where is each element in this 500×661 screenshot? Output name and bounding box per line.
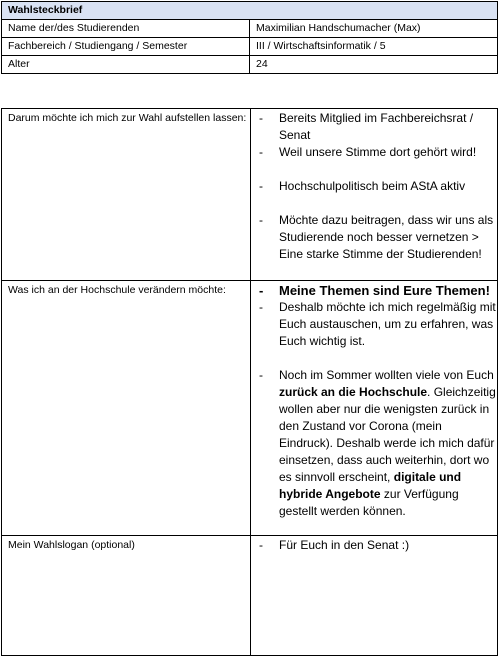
text-span: zur Verfügung gestellt werden können. (279, 487, 459, 518)
text-span: . Gleichzeitig wollen aber nur die wenigsten zurück in den Zustand vor Corona (mein Eindruck). Deshalb werde ich mich dafür einsetzen, dass auch weiterhin, dort wo es sinnvoll erscheint, (279, 385, 496, 484)
slogan-row (2, 536, 498, 656)
changes-list (255, 282, 497, 520)
age-value: 24 (250, 56, 498, 74)
emphasis-text: digitale und hybride Angebote (279, 470, 462, 501)
motivation-list (255, 110, 497, 263)
department-value: III / Wirtschaftsinformatik / 5 (250, 38, 498, 56)
motivation-row (2, 109, 498, 281)
form-title: Wahlsteckbrief (2, 2, 498, 20)
info-row-department (2, 38, 498, 56)
list-item: - Weil unsere Stimme dort gehört wird! (255, 144, 497, 161)
slogan-answer (251, 536, 498, 656)
motivation-answer (251, 109, 498, 281)
changes-headline: - Meine Themen sind Eure Themen! (255, 282, 497, 299)
info-row-name (2, 20, 498, 38)
info-row-age (2, 56, 498, 74)
age-label: Alter (2, 56, 250, 74)
changes-row (2, 281, 498, 536)
profile-table (1, 108, 498, 656)
slogan-question: Mein Wahlslogan (optional) (2, 536, 251, 656)
changes-answer (251, 281, 498, 536)
changes-question: Was ich an der Hochschule verändern möchte: (2, 281, 251, 536)
list-item: - Hochschulpolitisch beim AStA aktiv (255, 178, 497, 195)
list-item: - Bereits Mitglied im Fachbereichsrat / Senat (255, 110, 497, 144)
motivation-question: Darum möchte ich mich zur Wahl aufstellen lassen: (2, 109, 251, 281)
text-span: Noch im Sommer wollten viele von Euch (279, 368, 494, 382)
slogan-value: - Für Euch in den Senat :) (255, 537, 497, 554)
list-item (255, 367, 497, 520)
info-header-row (2, 2, 498, 20)
info-table (1, 1, 498, 74)
slogan-list (255, 537, 497, 554)
department-label: Fachbereich / Studiengang / Semester (2, 38, 250, 56)
emphasis-text: zurück an die Hochschule (279, 385, 428, 399)
name-value: Maximilian Handschumacher (Max) (250, 20, 498, 38)
name-label: Name der/des Studierenden (2, 20, 250, 38)
list-item: - Möchte dazu beitragen, dass wir uns als Studierende noch besser vernetzen > Eine starke Stimme der Studierenden! (255, 212, 497, 263)
list-item: - Deshalb möchte ich mich regelmäßig mit Euch austauschen, um zu erfahren, was Euch wichtig ist. (255, 299, 497, 350)
